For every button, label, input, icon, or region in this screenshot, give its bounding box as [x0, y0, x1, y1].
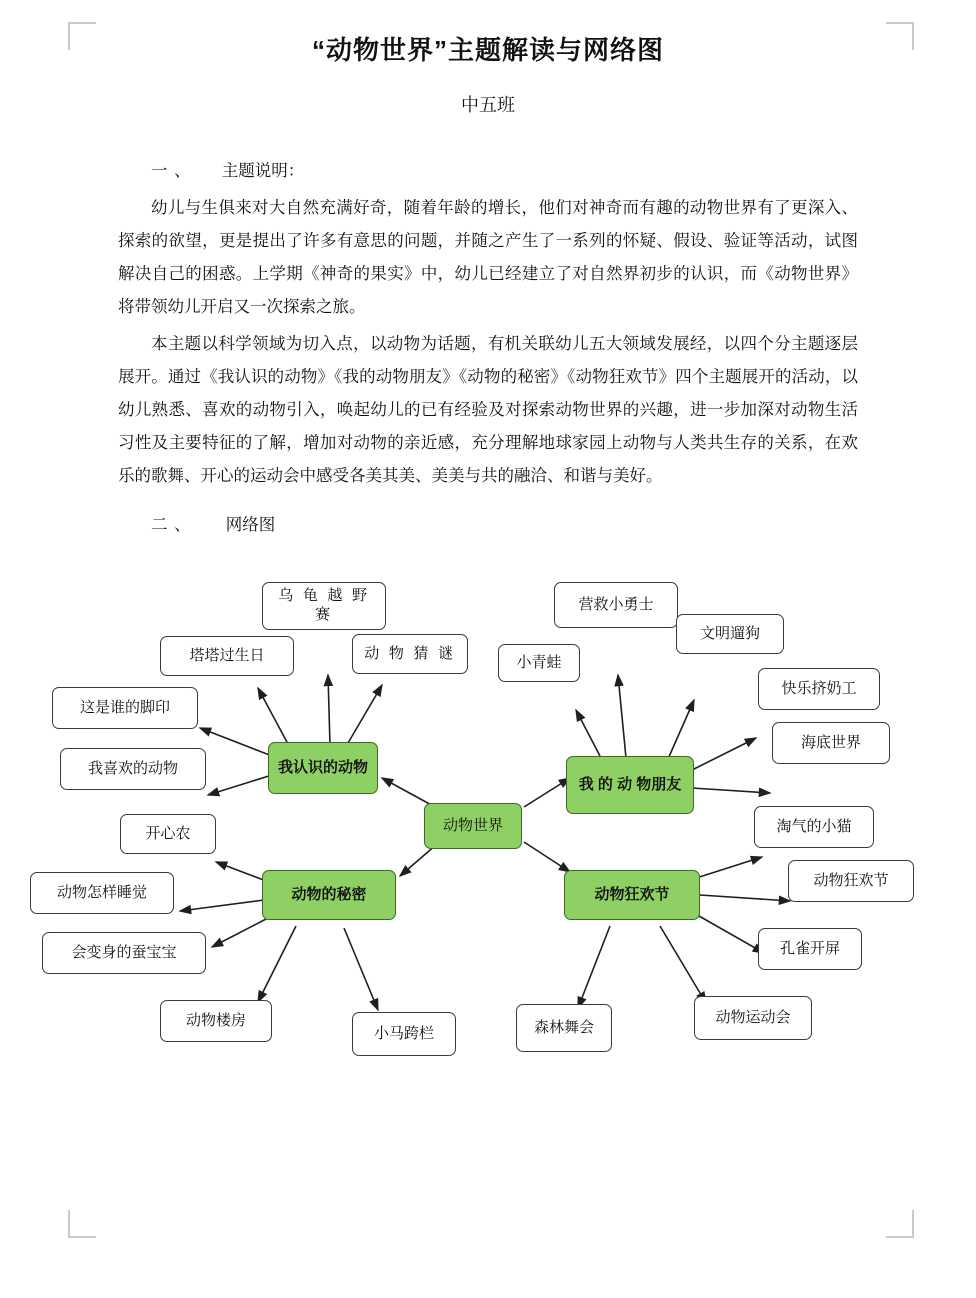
leaf-node-3-1[interactable]: 开心农	[120, 814, 216, 854]
leaf-node-4-5[interactable]: 森林舞会	[516, 1004, 612, 1052]
branch-node-1[interactable]: 我认识的动物	[268, 742, 378, 794]
center-node[interactable]: 动物世界	[424, 803, 522, 849]
section-1-title: 主题说明：	[221, 162, 305, 180]
document-body	[118, 155, 858, 542]
leaf-node-2-3[interactable]: 文明遛狗	[676, 614, 784, 654]
leaf-node-4-1[interactable]: 淘气的小猫	[754, 806, 874, 848]
leaf-node-1-3[interactable]: 塔塔过生日	[160, 636, 294, 676]
leaf-node-1-5[interactable]: 我喜欢的动物	[60, 748, 206, 790]
paragraph-2: 本主题以科学领域为切入点，以动物为话题，有机关联幼儿五大领域发展经，以四个分主题逐层展开。通过《我认识的动物》《我的动物朋友》《动物的秘密》《动物狂欢节》四个主题展开的活动，以幼儿熟悉、喜欢的动物引入，唤起幼儿的已有经验及对探索动物世界的兴趣，进一步加深对动物生活习性及主要特征的了解，增加对动物的亲近感，充分理解地球家园上动物与人类共生存的关系，在欢乐的歌舞、开心的运动会中感受各美其美、美美与共的融洽、和谐与美好。	[118, 335, 858, 485]
section-1-heading	[118, 155, 858, 188]
crop-mark-top-left	[68, 22, 96, 50]
leaf-node-1-1[interactable]: 乌 龟 越 野 赛	[262, 582, 386, 630]
crop-mark-top-right	[886, 22, 914, 50]
leaf-node-4-2[interactable]: 动物狂欢节	[788, 860, 914, 902]
branch-node-2[interactable]: 我 的 动 物朋友	[566, 756, 694, 814]
paragraph-1: 幼儿与生俱来对大自然充满好奇，随着年龄的增长，他们对神奇而有趣的动物世界有了更深入、探索的欲望，更是提出了许多有意思的问题，并随之产生了一系列的怀疑、假设、验证等活动，试图解决自己的困惑。上学期《神奇的果实》中，幼儿已经建立了对自然界初步的认识，而《动物世界》将带领幼儿开启又一次探索之旅。	[118, 199, 858, 316]
branch-node-3[interactable]: 动物的秘密	[262, 870, 396, 920]
mind-map-diagram	[0, 560, 976, 1120]
leaf-node-3-3[interactable]: 会变身的蚕宝宝	[42, 932, 206, 974]
leaf-node-4-4[interactable]: 动物运动会	[694, 996, 812, 1040]
page-subtitle: 中五班	[461, 95, 515, 115]
leaf-node-1-2[interactable]: 动 物 猜 谜	[352, 634, 468, 674]
leaf-node-4-3[interactable]: 孔雀开屏	[758, 928, 862, 970]
leaf-node-2-1[interactable]: 营救小勇士	[554, 582, 678, 628]
leaf-node-2-2[interactable]: 小青蛙	[498, 644, 580, 682]
leaf-node-2-4[interactable]: 快乐挤奶工	[758, 668, 880, 710]
leaf-node-1-4[interactable]: 这是谁的脚印	[52, 687, 198, 729]
section-1-number: 一、	[151, 162, 198, 180]
section-2-title: 网络图	[225, 516, 276, 534]
branch-node-4[interactable]: 动物狂欢节	[564, 870, 700, 920]
document-page	[0, 18, 976, 1298]
crop-mark-bottom-left	[68, 1210, 96, 1238]
crop-mark-bottom-right	[886, 1210, 914, 1238]
leaf-node-3-2[interactable]: 动物怎样睡觉	[30, 872, 174, 914]
section-2-number: 二、	[151, 516, 198, 534]
leaf-node-3-5[interactable]: 小马跨栏	[352, 1012, 456, 1056]
section-2-heading	[118, 509, 858, 542]
leaf-node-2-5[interactable]: 海底世界	[772, 722, 890, 764]
page-title: “动物世界”主题解读与网络图	[311, 35, 664, 65]
leaf-node-3-4[interactable]: 动物楼房	[160, 1000, 272, 1042]
